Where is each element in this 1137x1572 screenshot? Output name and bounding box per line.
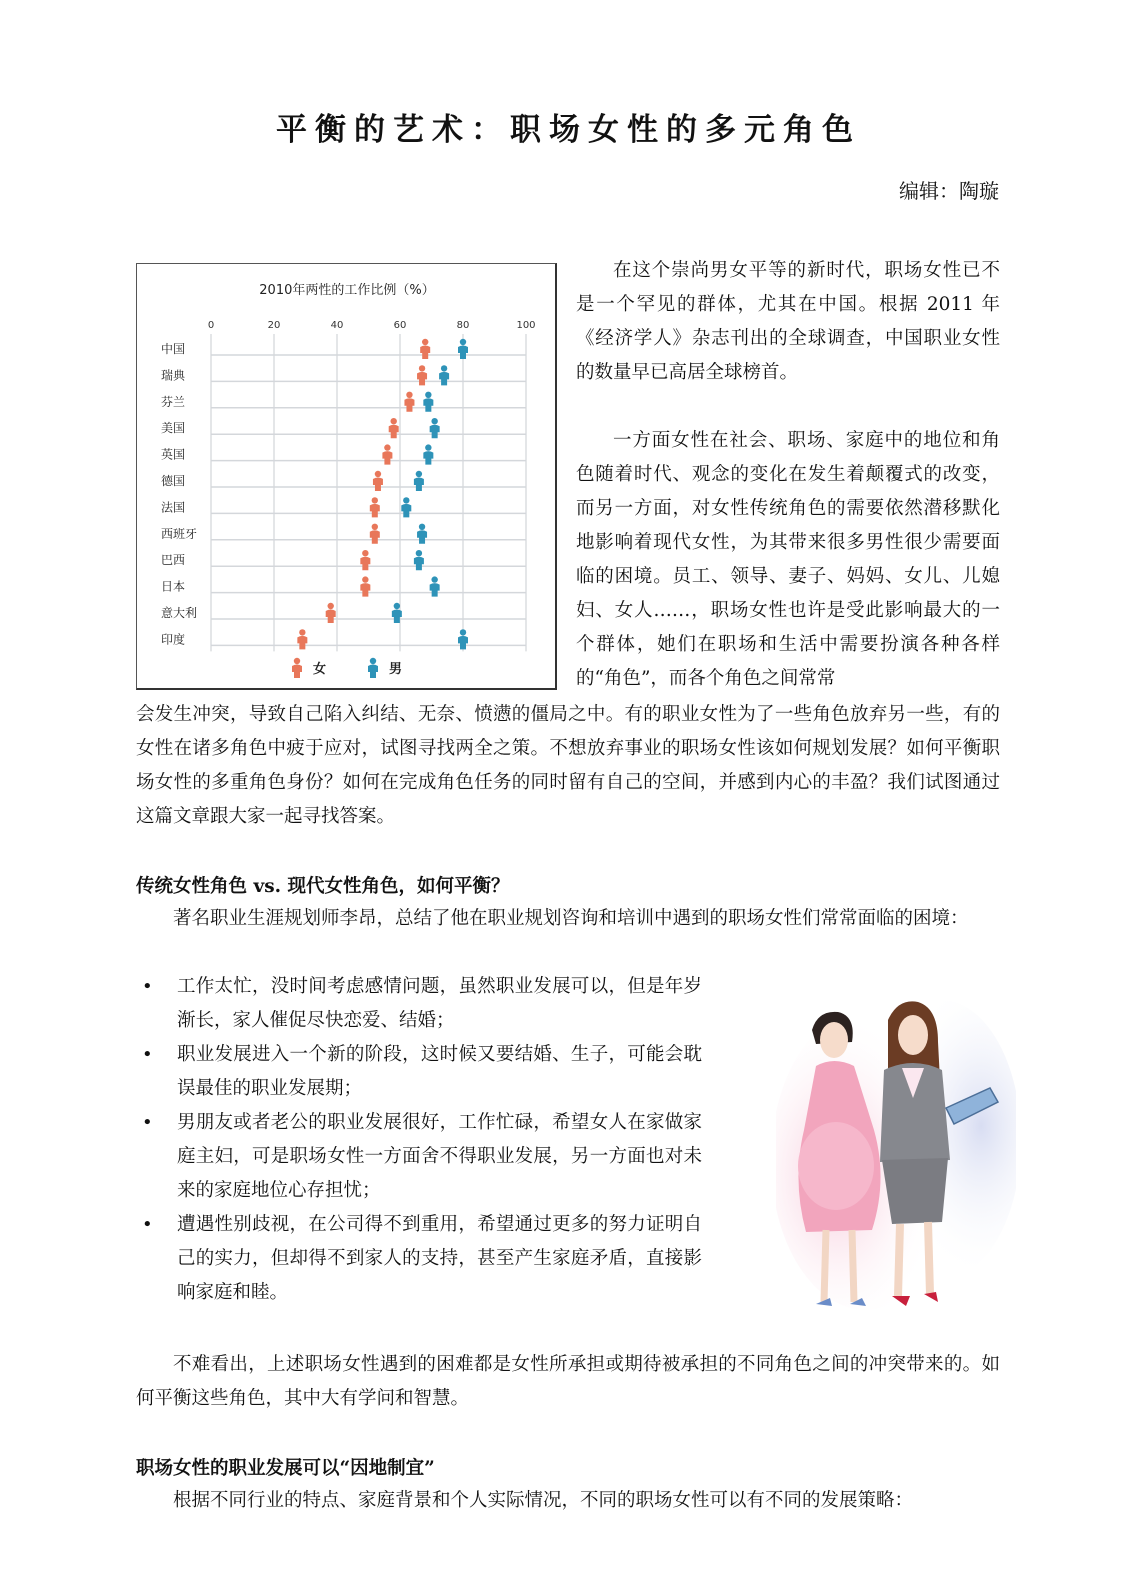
work-ratio-chart	[137, 264, 555, 688]
female-marker	[360, 576, 370, 596]
section1-lead: 著名职业生涯规划师李昂，总结了他在职业规划咨询和培训中遇到的职场女性们常常面临的困境：	[173, 908, 969, 929]
x-tick-label: 80	[456, 320, 470, 331]
category-label: 芬兰	[161, 394, 186, 409]
male-marker	[430, 576, 440, 596]
x-tick-label: 60	[393, 320, 407, 331]
list-item: • 工作太忙，没时间考虑感情问题，虽然职业发展可以，但是年岁渐长，家人催促尽快恋爱、结婚；	[136, 970, 702, 1038]
category-label: 意大利	[161, 606, 198, 620]
female-marker	[373, 471, 383, 491]
female-marker	[417, 365, 427, 385]
female-marker	[360, 550, 370, 570]
x-tick-label: 40	[330, 320, 344, 331]
x-tick-label: 100	[516, 320, 536, 331]
dilemma-list	[136, 970, 702, 1310]
category-label: 日本	[161, 579, 186, 594]
chart-frame	[136, 263, 557, 690]
female-marker	[382, 444, 392, 464]
female-marker	[370, 497, 380, 517]
category-label: 印度	[161, 632, 186, 647]
x-tick-label: 0	[207, 320, 215, 331]
category-label: 巴西	[161, 553, 186, 568]
intro-paragraph-2: 一方面女性在社会、职场、家庭中的地位和角色随着时代、观念的变化在发生着颠覆式的改变，而另一方面，对女性传统角色的需要依然潜移默化地影响着现代女性，为其带来很多男性很少需要面临的困境。员工、领导、妻子、妈妈、女儿、儿媳妇、女人……，职场女性也许是受此影响最大的一个群体，她们在职场和生活中需要扮演各种各样的“角色”，而各个角色之间常常	[576, 430, 1000, 689]
category-label: 英国	[161, 447, 186, 462]
category-label: 西班牙	[161, 526, 198, 541]
male-marker	[423, 444, 433, 464]
male-marker	[458, 629, 468, 649]
list-item: • 男朋友或者老公的职业发展很好，工作忙碌，希望女人在家做家庭主妇，可是职场女性一方面舍不得职业发展，另一方面也对未来的家庭地位心存担忧；	[136, 1106, 702, 1208]
chart-title: 2010年两性的工作比例（%）	[259, 283, 435, 298]
male-marker	[458, 339, 468, 359]
category-label: 美国	[161, 421, 186, 436]
page-title: 平衡的艺术：职场女性的多元角色	[276, 112, 861, 148]
category-label: 中国	[161, 342, 186, 356]
section1-heading: 传统女性角色 vs. 现代女性角色，如何平衡？	[136, 876, 510, 897]
section1-conclusion: 不难看出，上述职场女性遇到的困难都是女性所承担或期待被承担的不同角色之间的冲突带来的。如何平衡这些角色，其中大有学问和智慧。	[136, 1354, 1000, 1409]
male-marker	[414, 471, 424, 491]
female-marker	[404, 392, 414, 412]
male-marker	[414, 550, 424, 570]
x-tick-label: 20	[267, 320, 281, 331]
legend-male-label: 男	[389, 662, 403, 677]
editor-credit: 编辑：陶璇	[899, 179, 999, 203]
two-women-illustration	[776, 990, 1016, 1320]
female-marker	[326, 603, 336, 623]
intro-paragraph-1: 在这个崇尚男女平等的新时代，职场女性已不是一个罕见的群体，尤其在中国。根据 2011 年《经济学人》杂志刊出的全球调查，中国职业女性的数量早已高居全球榜首。	[576, 260, 1000, 383]
category-label: 瑞典	[161, 368, 186, 383]
male-marker	[439, 365, 449, 385]
male-marker	[423, 392, 433, 412]
male-marker	[417, 524, 427, 544]
female-marker	[420, 339, 430, 359]
legend-male-marker	[368, 658, 378, 678]
category-label: 德国	[161, 474, 186, 488]
legend-female-label: 女	[313, 662, 327, 677]
male-marker	[430, 418, 440, 438]
female-marker	[389, 418, 399, 438]
intro-paragraph-3: 会发生冲突，导致自己陷入纠结、无奈、愤懑的僵局之中。有的职业女性为了一些角色放弃另一些，有的女性在诸多角色中疲于应对，试图寻找两全之策。不想放弃事业的职场女性该如何规划发展？如何平衡职场女性的多重角色身份？如何在完成角色任务的同时留有自己的空间，并感到内心的丰盈？我们试图通过这篇文章跟大家一起寻找答案。	[136, 704, 1000, 827]
section2-heading: 职场女性的职业发展可以“因地制宜”	[136, 1458, 435, 1479]
section2-lead: 根据不同行业的特点、家庭背景和个人实际情况，不同的职场女性可以有不同的发展策略：	[173, 1490, 914, 1511]
male-marker	[401, 497, 411, 517]
list-item: • 职业发展进入一个新的阶段，这时候又要结婚、生子，可能会耽误最佳的职业发展期；	[136, 1038, 702, 1106]
female-marker	[370, 524, 380, 544]
category-label: 法国	[161, 500, 186, 515]
female-marker	[297, 629, 307, 649]
list-item: • 遭遇性别歧视，在公司得不到重用，希望通过更多的努力证明自己的实力，但却得不到家人的支持，甚至产生家庭矛盾，直接影响家庭和睦。	[136, 1208, 702, 1310]
legend-female-marker	[292, 658, 302, 678]
